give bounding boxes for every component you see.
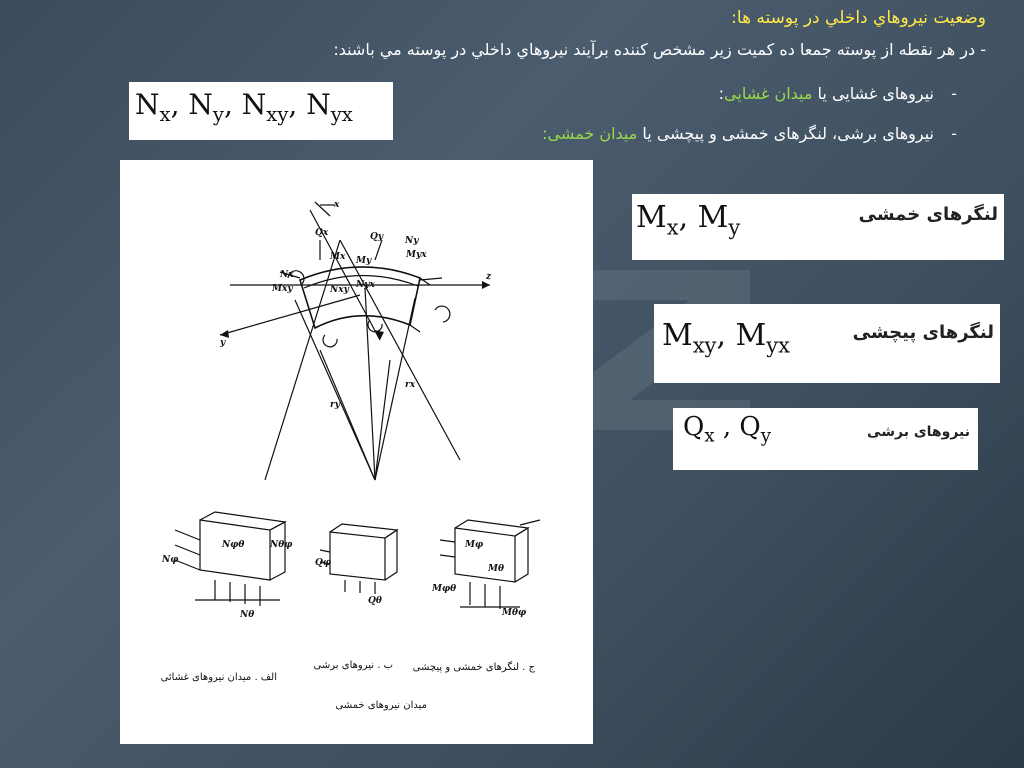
bullet-text: نیروهای برشی، لنگرهای خمشی و پیچشی یا [637, 124, 934, 143]
label-m-theta-phi: Mθφ [502, 608, 527, 618]
label-mx: Mx [330, 252, 346, 262]
label-myx: Myx [406, 250, 427, 260]
label-m-phi-theta: Mφθ [432, 584, 457, 594]
caption-shear-forces: ب . نیروهای برشی [313, 660, 393, 671]
bullet-end: : [718, 84, 725, 103]
label-q-phi: Qφ [315, 558, 331, 568]
shell-diagram [120, 160, 593, 744]
label-nxy: Nxy [330, 285, 349, 295]
label-qy: Qy [370, 232, 384, 242]
caption-bending-field: میدان نیروهای خمشی [335, 700, 427, 711]
slide-title: وضعيت نيروهاي داخلي در پوسته ها: [731, 8, 986, 28]
twisting-moments-box [654, 304, 1000, 383]
caption-bending-twisting: ج . لنگرهای خمشی و پیچشی [412, 662, 535, 673]
label-my: My [356, 256, 372, 266]
bullet-highlight: میدان خمشی [547, 124, 638, 143]
label-nyx: Nyx [356, 280, 375, 290]
radius-x-label: rx [405, 380, 416, 390]
shear-label: نیروهای برشی [867, 424, 970, 440]
label-nx: Nx [280, 270, 294, 280]
bending-symbols: $M_x$, $M_y$ [636, 200, 741, 240]
shear-symbols: $Q_x$ , $Q_y$ [683, 412, 771, 447]
bending-label: لنگرهای خمشی [858, 204, 998, 225]
radius-y-label: ry [330, 400, 340, 410]
label-n-theta: Nθ [240, 610, 255, 620]
label-n-theta-phi: Nθφ [270, 540, 293, 550]
shear-forces-box [673, 408, 978, 470]
label-mxy: Mxy [272, 284, 293, 294]
label-m-theta: Mθ [488, 564, 504, 574]
bending-moments-box [632, 194, 1004, 260]
label-ny: Ny [405, 236, 419, 246]
slide-intro: - در هر نقطه از پوسته جمعا ده کميت زير مشخص کننده برآيند نيروهاي داخلي در پوسته مي باشند: [333, 40, 986, 59]
membrane-forces-box [129, 82, 393, 140]
shell-element-figure [120, 160, 593, 744]
axis-x-label: x [334, 200, 340, 210]
twisting-symbols: $M_{xy}$, $M_{yx}$ [662, 318, 790, 358]
label-m-phi: Mφ [465, 540, 484, 550]
bullet-text: نیروهای غشایی یا [812, 84, 934, 103]
caption-membrane-field: الف . میدان نیروهای غشائی [160, 672, 277, 683]
membrane-symbols: $N_x$, $N_y$, $N_{xy}$, $N_{yx}$ [135, 88, 353, 126]
label-qx: Qx [315, 228, 329, 238]
axis-y-label: y [220, 338, 226, 348]
bullet-highlight: میدان غشایی [724, 84, 813, 103]
label-n-phi-theta: Nφθ [222, 540, 245, 550]
twisting-label: لنگرهای پیچشی [852, 322, 994, 343]
bullet-membrane [719, 84, 974, 103]
bullet-bending [542, 124, 974, 143]
axis-z-label: z [486, 272, 492, 282]
label-q-theta: Qθ [368, 596, 382, 606]
bullet-dash: - [951, 84, 957, 103]
bullet-dash: - [951, 124, 957, 143]
bullet-end: : [542, 124, 548, 143]
label-n-phi: Nφ [162, 555, 179, 565]
